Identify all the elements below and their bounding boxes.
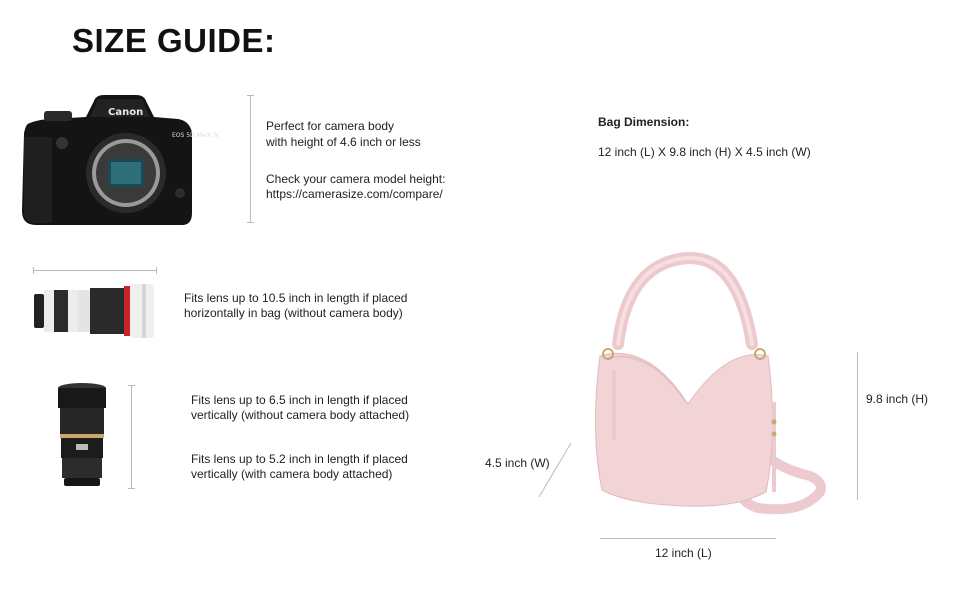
camera-brand: Canon — [108, 107, 144, 118]
bag-dimension-heading: Bag Dimension: — [598, 115, 690, 129]
short-lens-height-line — [131, 385, 132, 488]
camera-body-image — [22, 93, 220, 227]
camera-height-cap-bottom — [247, 222, 254, 223]
short-lens-line-1: Fits lens up to 6.5 inch in length if placed — [191, 393, 408, 407]
page-title: SIZE GUIDE: — [72, 22, 276, 59]
bag-height-line — [857, 352, 858, 500]
short-lens-image — [48, 382, 116, 488]
short-lens-line-3: Fits lens up to 5.2 inch in length if placed — [191, 452, 408, 466]
short-lens-cap-bottom — [128, 488, 135, 489]
handbag-image — [588, 252, 828, 516]
bag-length-line — [600, 538, 776, 539]
long-lens-length-line — [33, 270, 157, 271]
short-lens-cap-top — [128, 385, 135, 386]
long-lens-cap-left — [33, 267, 34, 274]
bag-height-label: 9.8 inch (H) — [866, 392, 929, 406]
long-lens-line-1: Fits lens up to 10.5 inch in length if placed — [184, 291, 408, 305]
bag-dimension-value: 12 inch (L) X 9.8 inch (H) X 4.5 inch (W) — [598, 145, 811, 159]
camera-fit-line-1: Perfect for camera body — [266, 119, 395, 133]
camera-height-line — [250, 95, 251, 223]
camera-check-line: Check your camera model height: — [266, 172, 446, 186]
long-lens-cap-right — [156, 267, 157, 274]
camera-model: EOS 5D Mark IV — [172, 132, 220, 139]
short-lens-line-2: vertically (without camera body attached) — [191, 408, 410, 422]
camera-height-cap-top — [247, 95, 254, 96]
telephoto-lens-image — [30, 284, 158, 338]
bag-width-label: 4.5 inch (W) — [485, 456, 550, 470]
long-lens-line-2: horizontally in bag (without camera body) — [184, 306, 403, 320]
camera-fit-line-2: with height of 4.6 inch or less — [266, 135, 421, 149]
bag-length-label: 12 inch (L) — [655, 546, 712, 560]
short-lens-line-4: vertically (with camera body attached) — [191, 467, 393, 481]
camerasize-link[interactable]: https://camerasize.com/compare/ — [266, 187, 443, 201]
